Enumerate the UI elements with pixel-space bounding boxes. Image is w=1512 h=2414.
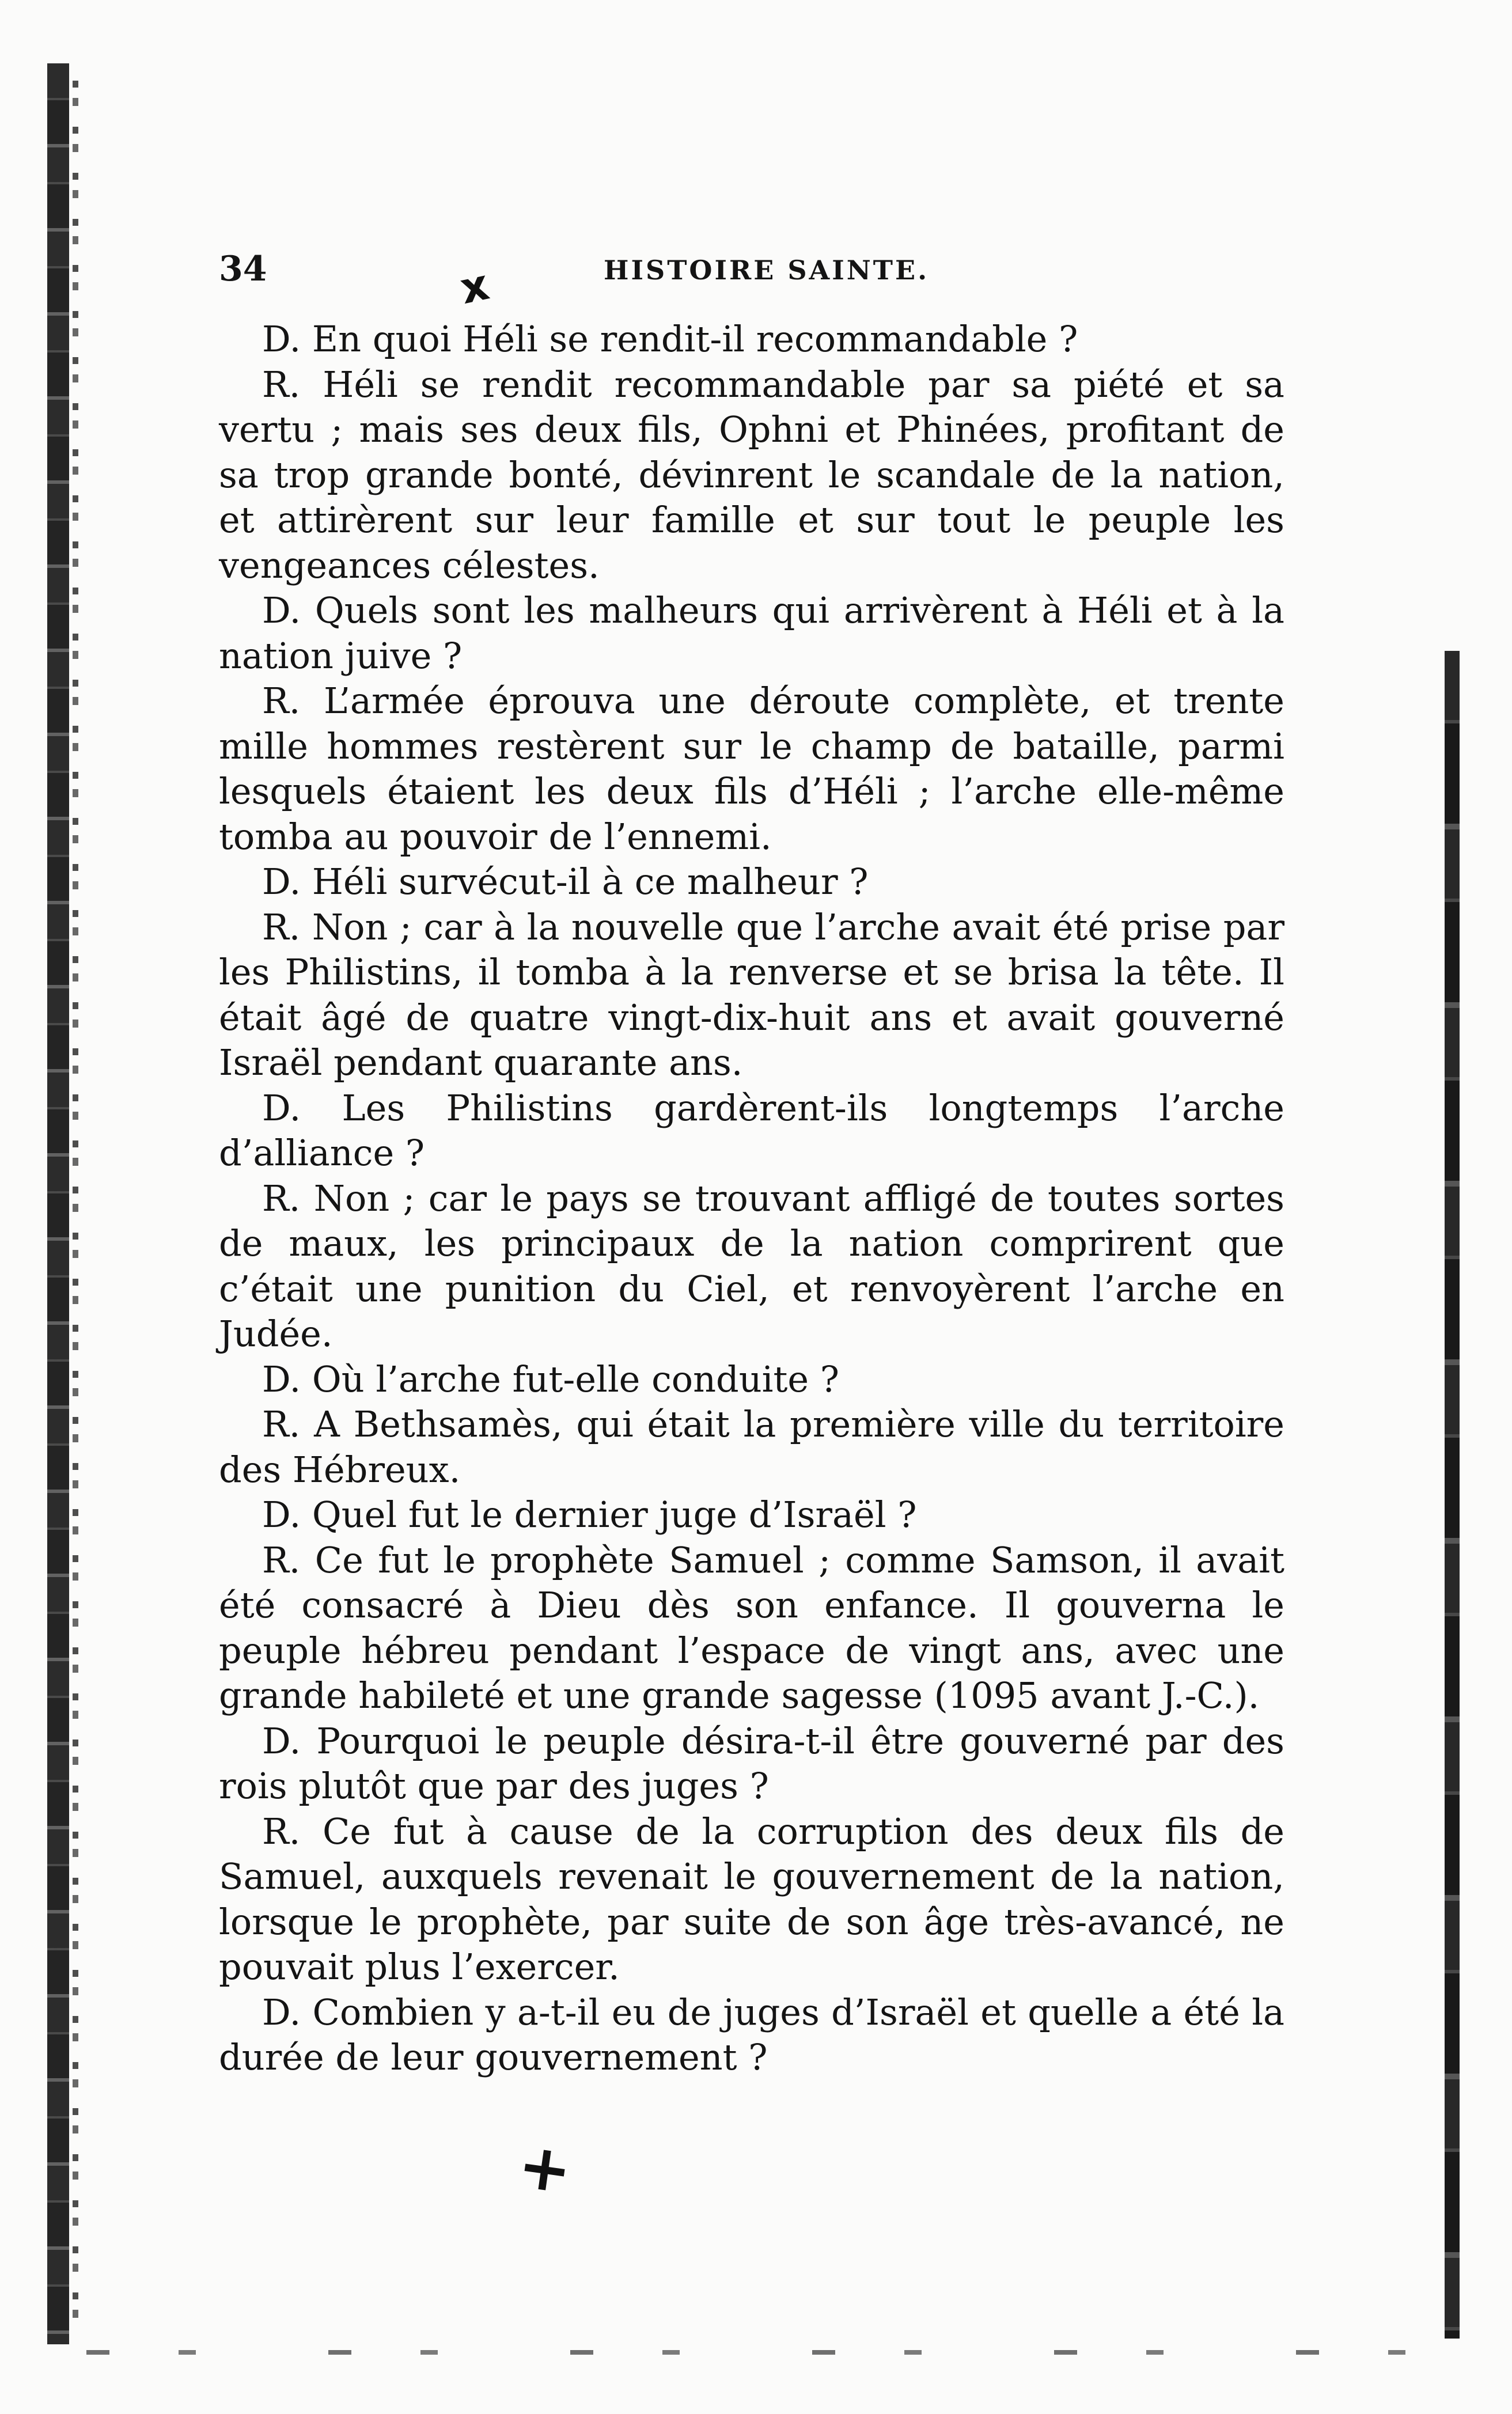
scan-edge-left xyxy=(47,63,69,2344)
scan-edge-left-inner xyxy=(73,81,78,2339)
paragraph-text: D. Quels sont les malheurs qui arrivèrent à Héli et à la nation juive ? xyxy=(219,589,1284,677)
page-header xyxy=(219,249,1371,289)
answer-paragraph xyxy=(219,905,1284,1086)
paragraph-text: D. Quel fut le dernier juge d’Israël ? xyxy=(262,1494,917,1536)
paragraph-text: R. Non ; car à la nouvelle que l’arche avait été prise par les Philistins, il tomba à la renverse et se brisa la tête. Il était âgé de quatre vingt-dix-huit ans et avait gouverné Israël pendant quarante ans. xyxy=(219,905,1284,1083)
answer-paragraph xyxy=(219,362,1284,589)
pen-mark-bottom: + xyxy=(513,2128,577,2208)
answer-paragraph xyxy=(219,1538,1284,1719)
scan-edge-bottom xyxy=(86,2350,1446,2355)
question-paragraph xyxy=(219,1719,1284,1809)
question-paragraph xyxy=(219,588,1284,679)
question-paragraph xyxy=(219,1492,1284,1538)
answer-paragraph xyxy=(219,1402,1284,1492)
body-text xyxy=(219,317,1284,2080)
running-head: HISTOIRE SAINTE. xyxy=(604,255,930,286)
pen-mark-top: x xyxy=(456,259,494,314)
paragraph-text: R. A Bethsamès, qui était la première ville du territoire des Hébreux. xyxy=(219,1403,1284,1491)
paragraph-text: D. Héli survécut-il à ce malheur ? xyxy=(262,861,869,903)
paragraph-text: D. Où l’arche fut-elle conduite ? xyxy=(262,1358,840,1400)
paragraph-text: R. Ce fut le prophète Samuel ; comme Samson, il avait été consacré à Dieu dès son enfance. Il gouverna le peuple hébreu pendant l’espace de vingt ans, avec une grande habileté et une grande sagesse (1095 avant J.-C.). xyxy=(219,1538,1284,1716)
scan-edge-right xyxy=(1445,651,1460,2339)
paragraph-text: D. En quoi Héli se rendit-il recommandable ? xyxy=(262,318,1078,360)
paragraph-text: R. L’armée éprouva une déroute complète, et trente mille hommes restèrent sur le champ de bataille, parmi lesquels étaient les deux fils d’Héli ; l’arche elle-même tomba au pouvoir de l’ennemi. xyxy=(219,680,1284,858)
question-paragraph xyxy=(219,1357,1284,1403)
answer-paragraph xyxy=(219,1809,1284,1990)
paragraph-text: R. Non ; car le pays se trouvant affligé de toutes sortes de maux, les principaux de la nation comprirent que c’était une punition du Ciel, et renvoyèrent l’arche en Judée. xyxy=(219,1177,1284,1355)
paragraph-text: R. Héli se rendit recommandable par sa piété et sa vertu ; mais ses deux fils, Ophni et Phinées, profitant de sa trop grande bonté, dévinrent le scandale de la nation, et attirèrent sur leur famille et sur tout le peuple les vengeances célestes. xyxy=(219,363,1284,586)
answer-paragraph xyxy=(219,679,1284,859)
question-paragraph xyxy=(219,859,1284,905)
paragraph-text: D. Combien y a-t-il eu de juges d’Israël et quelle a été la durée de leur gouvernement ? xyxy=(219,1991,1284,2078)
question-paragraph xyxy=(219,1990,1284,2080)
paragraph-text: D. Les Philistins gardèrent-ils longtemps l’arche d’alliance ? xyxy=(219,1086,1284,1174)
paragraph-text: D. Pourquoi le peuple désira-t-il être gouverné par des rois plutôt que par des juges ? xyxy=(219,1719,1284,1807)
paragraph-text: R. Ce fut à cause de la corruption des deux fils de Samuel, auxquels revenait le gouvernement de la nation, lorsque le prophète, par suite de son âge très-avancé, ne pouvait plus l’exercer. xyxy=(219,1810,1284,1988)
answer-paragraph xyxy=(219,1176,1284,1357)
question-paragraph xyxy=(219,1086,1284,1176)
question-paragraph xyxy=(219,317,1284,362)
page-number: 34 xyxy=(219,249,267,289)
